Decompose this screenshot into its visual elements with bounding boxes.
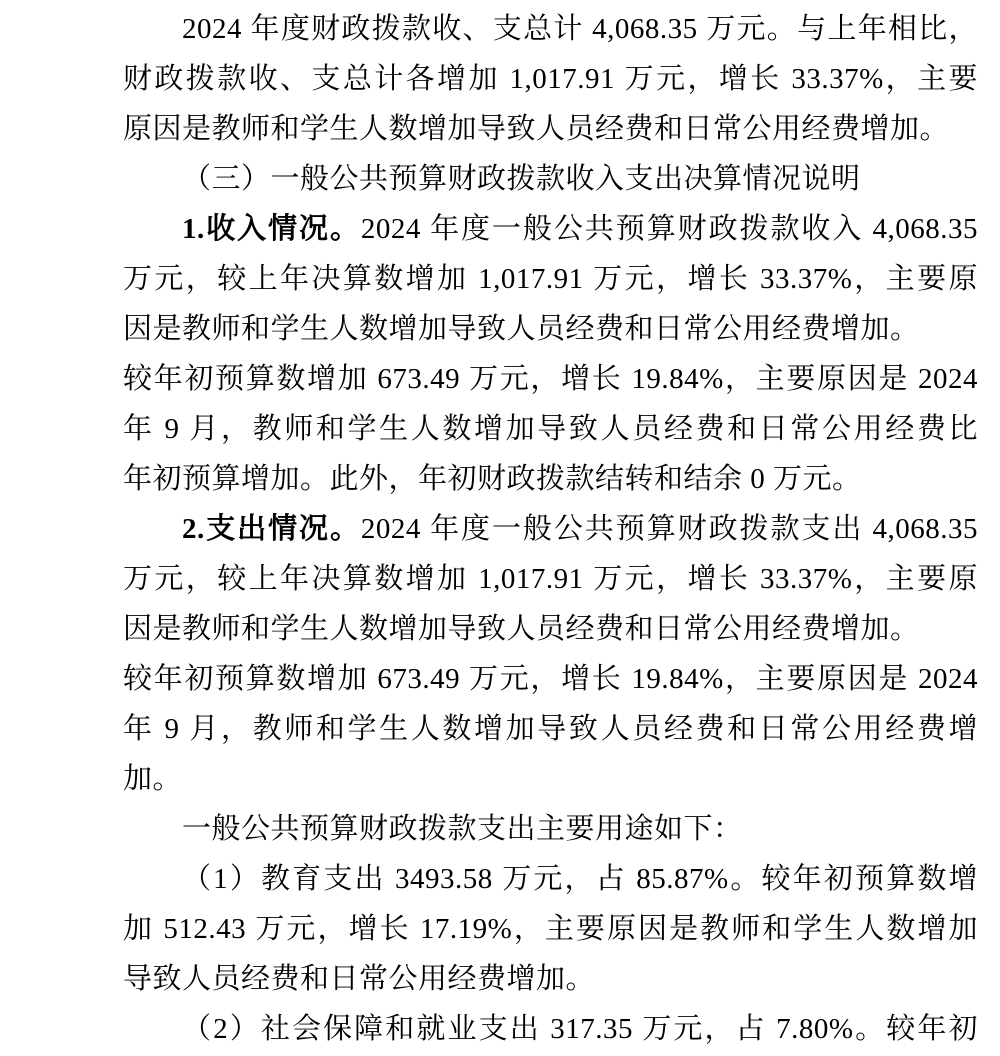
text-line: 万元，较上年决算数增加 1,017.91 万元，增长 33.37%，主要原 [123,263,978,295]
text-line: 2024 年度财政拨款收、支总计 4,068.35 万元。与上年相比， [182,13,978,45]
text-line: 年 9 月，教师和学生人数增加导致人员经费和日常公用经费比 [123,413,978,445]
text-line: 1.收入情况。2024 年度一般公共预算财政拨款收入 4,068.35 [182,213,978,245]
text-line: （三）一般公共预算财政拨款收入支出决算情况说明 [182,163,861,195]
section-label: 2.支出情况。 [182,513,361,545]
text-line: 较年初预算数增加 673.49 万元，增长 19.84%，主要原因是 2024 [123,363,978,395]
text-line: （2）社会保障和就业支出 317.35 万元，占 7.80%。较年初 [182,1013,978,1045]
text-line: 加。 [123,763,183,795]
section-label: 1.收入情况。 [182,213,361,245]
text-line: 因是教师和学生人数增加导致人员经费和日常公用经费增加。 [123,613,920,645]
text-line: 万元，较上年决算数增加 1,017.91 万元，增长 33.37%，主要原 [123,563,978,595]
text-line: 因是教师和学生人数增加导致人员经费和日常公用经费增加。 [123,313,920,345]
text-line: 原因是教师和学生人数增加导致人员经费和日常公用经费增加。 [123,113,950,145]
text-line: （1）教育支出 3493.58 万元，占 85.87%。较年初预算数增 [182,863,978,895]
document-body [123,4,978,1054]
text-line: 加 512.43 万元，增长 17.19%，主要原因是教师和学生人数增加 [123,913,978,945]
text-line: 年初预算增加。此外，年初财政拨款结转和结余 0 万元。 [123,463,862,495]
text-line: 年 9 月，教师和学生人数增加导致人员经费和日常公用经费增 [123,713,978,745]
text-line: 较年初预算数增加 673.49 万元，增长 19.84%，主要原因是 2024 [123,663,978,695]
text-line: 2.支出情况。2024 年度一般公共预算财政拨款支出 4,068.35 [182,513,978,545]
text-line: 导致人员经费和日常公用经费增加。 [123,963,596,995]
text-line: 一般公共预算财政拨款支出主要用途如下： [182,813,743,845]
text-line: 财政拨款收、支总计各增加 1,017.91 万元，增长 33.37%，主要 [123,63,978,95]
